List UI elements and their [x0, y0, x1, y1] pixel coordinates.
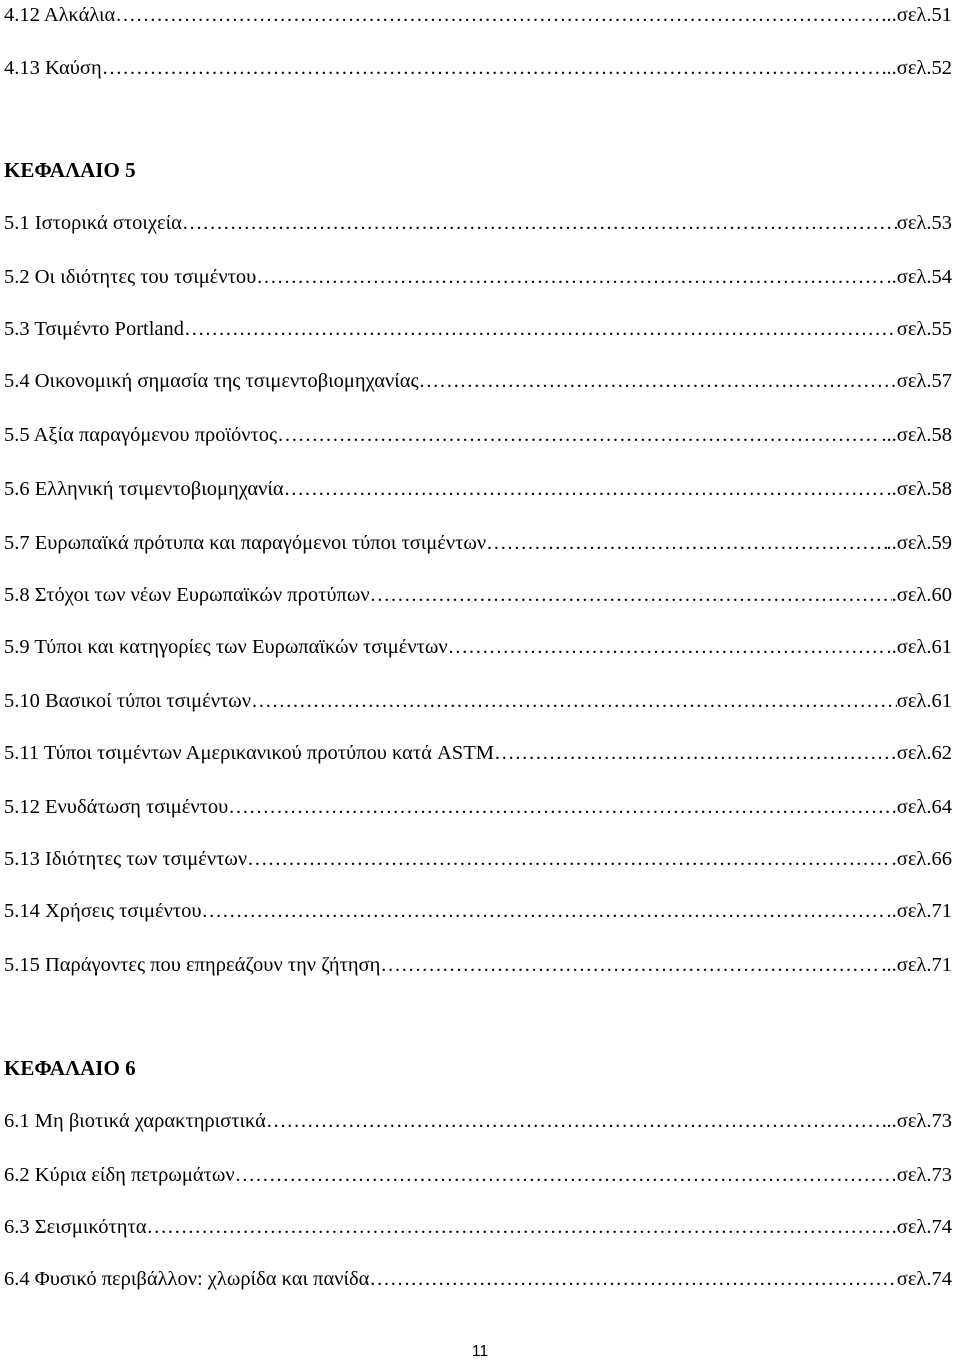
toc-entry-title: 5.1 Ιστορικά στοιχεία [4, 212, 182, 234]
page-number: 11 [471, 1343, 489, 1360]
toc-entry-title: 5.10 Βασικοί τύποι τσιμέντων [4, 690, 252, 712]
toc-entry-page: .σελ.64 [891, 796, 952, 818]
toc-entry [4, 634, 952, 660]
toc-entry-title: 5.13 Ιδιότητες των τσιμέντων [4, 848, 248, 870]
toc-entry-page: .σελ.66 [891, 848, 952, 870]
toc-entry-title: 5.14 Χρήσεις τσιμέντου [4, 900, 202, 922]
toc-entry-title: 5.8 Στόχοι των νέων Ευρωπαϊκών προτύπων [4, 584, 370, 606]
toc-entry [4, 1108, 952, 1134]
dot-leader [369, 1266, 896, 1292]
toc-entry-title: 5.5 Αξία παραγόμενου προϊόντος [4, 424, 278, 446]
toc-entry-page: ...σελ.71 [881, 954, 952, 976]
toc-entry-title: 4.12 Αλκάλια [4, 4, 116, 26]
toc-entry [4, 1214, 952, 1240]
dot-leader [486, 530, 886, 556]
dot-leader [380, 952, 881, 978]
toc-entry-title: 5.12 Ενυδάτωση τσιμέντου [4, 796, 229, 818]
toc-entry-title: 5.2 Οι ιδιότητες του τσιμέντου [4, 266, 257, 288]
dot-leader [251, 688, 897, 714]
dot-leader [277, 422, 881, 448]
dot-leader [115, 2, 881, 28]
toc-entry [4, 952, 952, 978]
toc-entry [4, 898, 952, 924]
toc-entry [4, 210, 952, 236]
chapter-heading: ΚΕΦΑΛΑΙΟ 5 [4, 158, 136, 182]
dot-leader [228, 794, 891, 820]
toc-entry-title: 5.15 Παράγοντες που επηρεάζουν την ζήτηση [4, 954, 381, 976]
toc-entry-page: ..σελ.59 [886, 532, 952, 554]
toc-entry-title: 6.4 Φυσικό περιβάλλον: χλωρίδα και πανίδα [4, 1268, 370, 1290]
dot-leader [146, 1214, 891, 1240]
dot-leader [235, 1162, 897, 1188]
toc-entry-page: σελ.57 [896, 370, 952, 392]
toc-entry-page: .σελ.74 [891, 1216, 952, 1238]
toc-entry [4, 740, 952, 766]
dot-leader [247, 846, 892, 872]
toc-entry [4, 316, 952, 342]
dot-leader [448, 634, 887, 660]
toc-entry-title: 6.3 Σεισμικότητα [4, 1216, 147, 1238]
toc-entry-page: ..σελ.52 [886, 57, 952, 79]
toc-entry-page: σελ.61 [896, 690, 952, 712]
toc-entry-page: .σελ.60 [891, 584, 952, 606]
toc-entry-page: σελ.55 [896, 318, 952, 340]
toc-entry-page: σελ.73 [896, 1164, 952, 1186]
toc-entry-title: 5.6 Ελληνική τσιμεντοβιομηχανία [4, 478, 284, 500]
toc-entry-page: ..σελ.73 [886, 1110, 952, 1132]
toc-entry [4, 794, 952, 820]
toc-entry [4, 582, 952, 608]
dot-leader [102, 55, 887, 81]
toc-entry-title: 5.9 Τύποι και κατηγορίες των Ευρωπαϊκών τσιμέντων [4, 636, 448, 658]
toc-entry [4, 368, 952, 394]
toc-entry [4, 846, 952, 872]
dot-leader [284, 476, 887, 502]
toc-entry-title: 5.7 Ευρωπαϊκά πρότυπα και παραγόμενοι τύποι τσιμέντων [4, 532, 487, 554]
toc-entry-title: 5.3 Τσιμέντο Portland [4, 318, 185, 340]
chapter-heading: ΚΕΦΑΛΑΙΟ 6 [4, 1056, 136, 1080]
toc-entry-title: 6.1 Μη βιοτικά χαρακτηριστικά [4, 1110, 266, 1132]
dot-leader [419, 368, 897, 394]
dot-leader [201, 898, 886, 924]
toc-entry [4, 1162, 952, 1188]
toc-entry-page: ...σελ.51 [881, 4, 952, 26]
toc-entry-page: ..σελ.54 [886, 266, 952, 288]
toc-entry [4, 55, 952, 81]
dot-leader [184, 316, 897, 342]
dot-leader [182, 210, 897, 236]
dot-leader [370, 582, 892, 608]
toc-entry [4, 688, 952, 714]
toc-entry [4, 530, 952, 556]
toc-entry-title: 5.4 Οικονομική σημασία της τσιμεντοβιομηχανίας [4, 370, 419, 392]
toc-entry-page: ..σελ.61 [886, 636, 952, 658]
toc-entry-page: σελ.74 [896, 1268, 952, 1290]
toc-entry [4, 1266, 952, 1292]
dot-leader [266, 1108, 887, 1134]
toc-entry-page: ..σελ.71 [886, 900, 952, 922]
toc-entry-page: σελ.53 [896, 212, 952, 234]
dot-leader [494, 740, 897, 766]
toc-entry-page: ...σελ.58 [881, 424, 952, 446]
toc-entry-title: 4.13 Καύση [4, 57, 102, 79]
toc-entry [4, 476, 952, 502]
toc-entry-title: 6.2 Κύρια είδη πετρωμάτων [4, 1164, 235, 1186]
toc-entry [4, 264, 952, 290]
toc-entry [4, 2, 952, 28]
toc-entry [4, 422, 952, 448]
toc-entry-title: 5.11 Τύποι τσιμέντων Αμερικανικού προτύπου κατά ASTM [4, 742, 494, 764]
toc-entry-page: ..σελ.58 [886, 478, 952, 500]
toc-entry-page: σελ.62 [896, 742, 952, 764]
dot-leader [256, 264, 886, 290]
